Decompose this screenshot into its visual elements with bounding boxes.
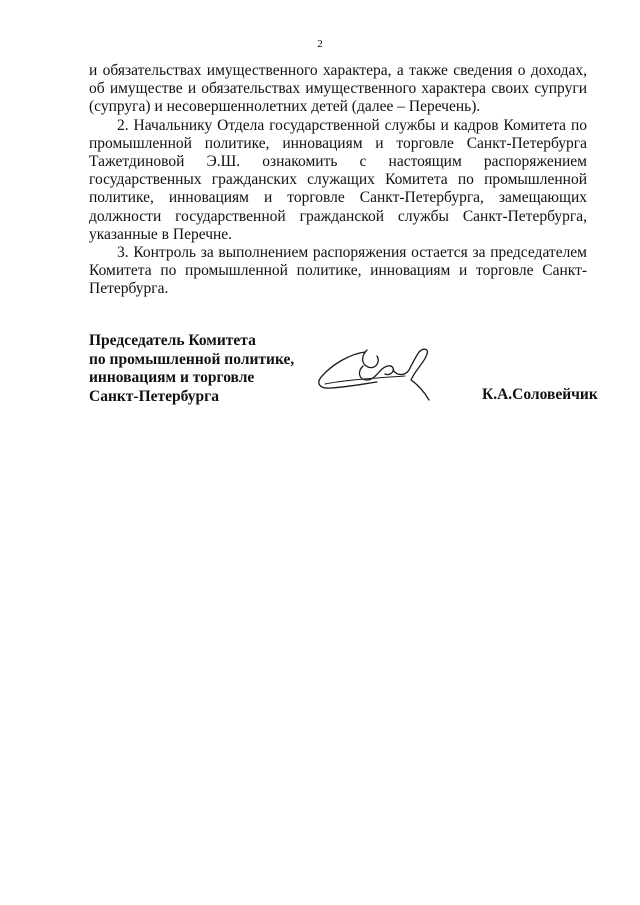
paragraph-item-3: 3. Контроль за выполнением распоряжения остается за председателем Комитета по промышленной политике, инновациям и торговле Санкт-Петербурга. [89,244,587,298]
signatory-title-line: Санкт-Петербурга [89,387,219,405]
signatory-title-line: Председатель Комитета [89,332,256,349]
paragraph-item-2: 2. Начальнику Отдела государственной службы и кадров Комитета по промышленной политике, инновациям и торговле Санкт-Петербурга Тажетдиновой Э.Ш. ознакомить с настоящим распоряжением государственных гражданских служащих Комитета по промышленной политике, инновациям и торговле Санкт-Петербурга, замещающих должности государственной гражданской службы Санкт-Петербурга, указанные в Перечне. [89,116,587,243]
handwritten-signature [305,340,445,408]
signer-name: К.А.Соловейчик [482,386,598,403]
signatory-title [89,332,309,406]
signatory-title-line: по промышленной политике, [89,350,295,368]
page-number: 2 [317,38,323,50]
document-body [89,62,587,299]
paragraph-continuation: и обязательствах имущественного характера, а также сведения о доходах, об имуществе и обязательствах имущественного характера своих супруги (супруга) и несовершеннолетних детей (далее – Перечень). [89,62,587,116]
signatory-title-line: инновациям и торговле [89,369,255,386]
